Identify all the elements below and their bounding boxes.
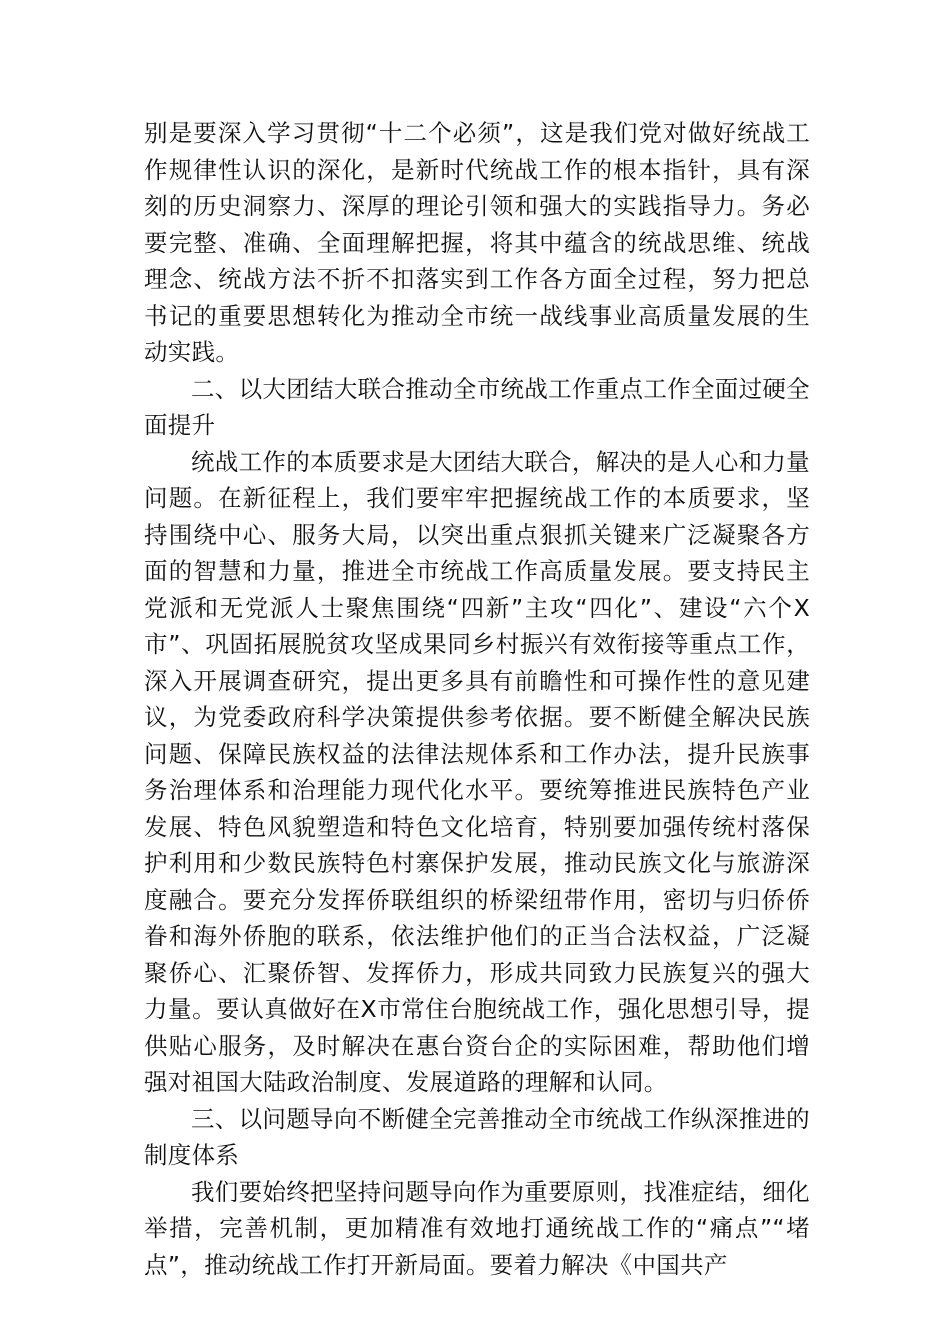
section-heading-3: 三、以问题导向不断健全完善推动全市统战工作纵深推进的制度体系 — [144, 1104, 810, 1169]
document-body — [144, 115, 810, 1283]
section-heading-2: 二、以大团结大联合推动全市统战工作重点工作全面过硬全面提升 — [144, 374, 810, 439]
paragraph-continued: 别是要深入学习贯彻“十二个必须”，这是我们党对做好统战工作规律性认识的深化，是新时代统战工作的根本指针，具有深刻的历史洞察力、深厚的理论引领和强大的实践指导力。务必要完整、准确、全面理解把握，将其中蕴含的统战思维、统战理念、统战方法不折不扣落实到工作各方面全过程，努力把总书记的重要思想转化为推动全市统一战线事业高质量发展的生动实践。 — [144, 119, 810, 366]
paragraph-section-2: 统战工作的本质要求是大团结大联合，解决的是人心和力量问题。在新征程上，我们要牢牢把握统战工作的本质要求，坚持围绕中心、服务大局，以突出重点狠抓关键来广泛凝聚各方面的智慧和力量，推进全市统战工作高质量发展。要支持民主党派和无党派人士聚焦围绕“四新”主攻“四化”、建设“六个X市”、巩固拓展脱贫攻坚成果同乡村振兴有效衔接等重点工作，深入开展调查研究，提出更多具有前瞻性和可操作性的意见建议，为党委政府科学决策提供参考依据。要不断健全解决民族问题、保障民族权益的法律法规体系和工作办法，提升民族事务治理体系和治理能力现代化水平。要统筹推进民族特色产业发展、特色风貌塑造和特色文化培育，特别要加强传统村落保护利用和少数民族特色村寨保护发展，推动民族文化与旅游深度融合。要充分发挥侨联组织的桥梁纽带作用，密切与归侨侨眷和海外侨胞的联系，依法维护他们的正当合法权益，广泛凝聚侨心、汇聚侨智、发挥侨力，形成共同致力民族复兴的强大力量。要认真做好在X市常住台胞统战工作，强化思想引导，提供贴心服务，及时解决在惠台资台企的实际困难，帮助他们增强对祖国大陆政治制度、发展道路的理解和认同。 — [144, 447, 810, 1096]
paragraph-section-3: 我们要始终把坚持问题导向作为重要原则，找准症结，细化举措，完善机制，更加精准有效地打通统战工作的“痛点”“堵点”，推动统战工作打开新局面。要着力解决《中国共产 — [144, 1177, 810, 1279]
